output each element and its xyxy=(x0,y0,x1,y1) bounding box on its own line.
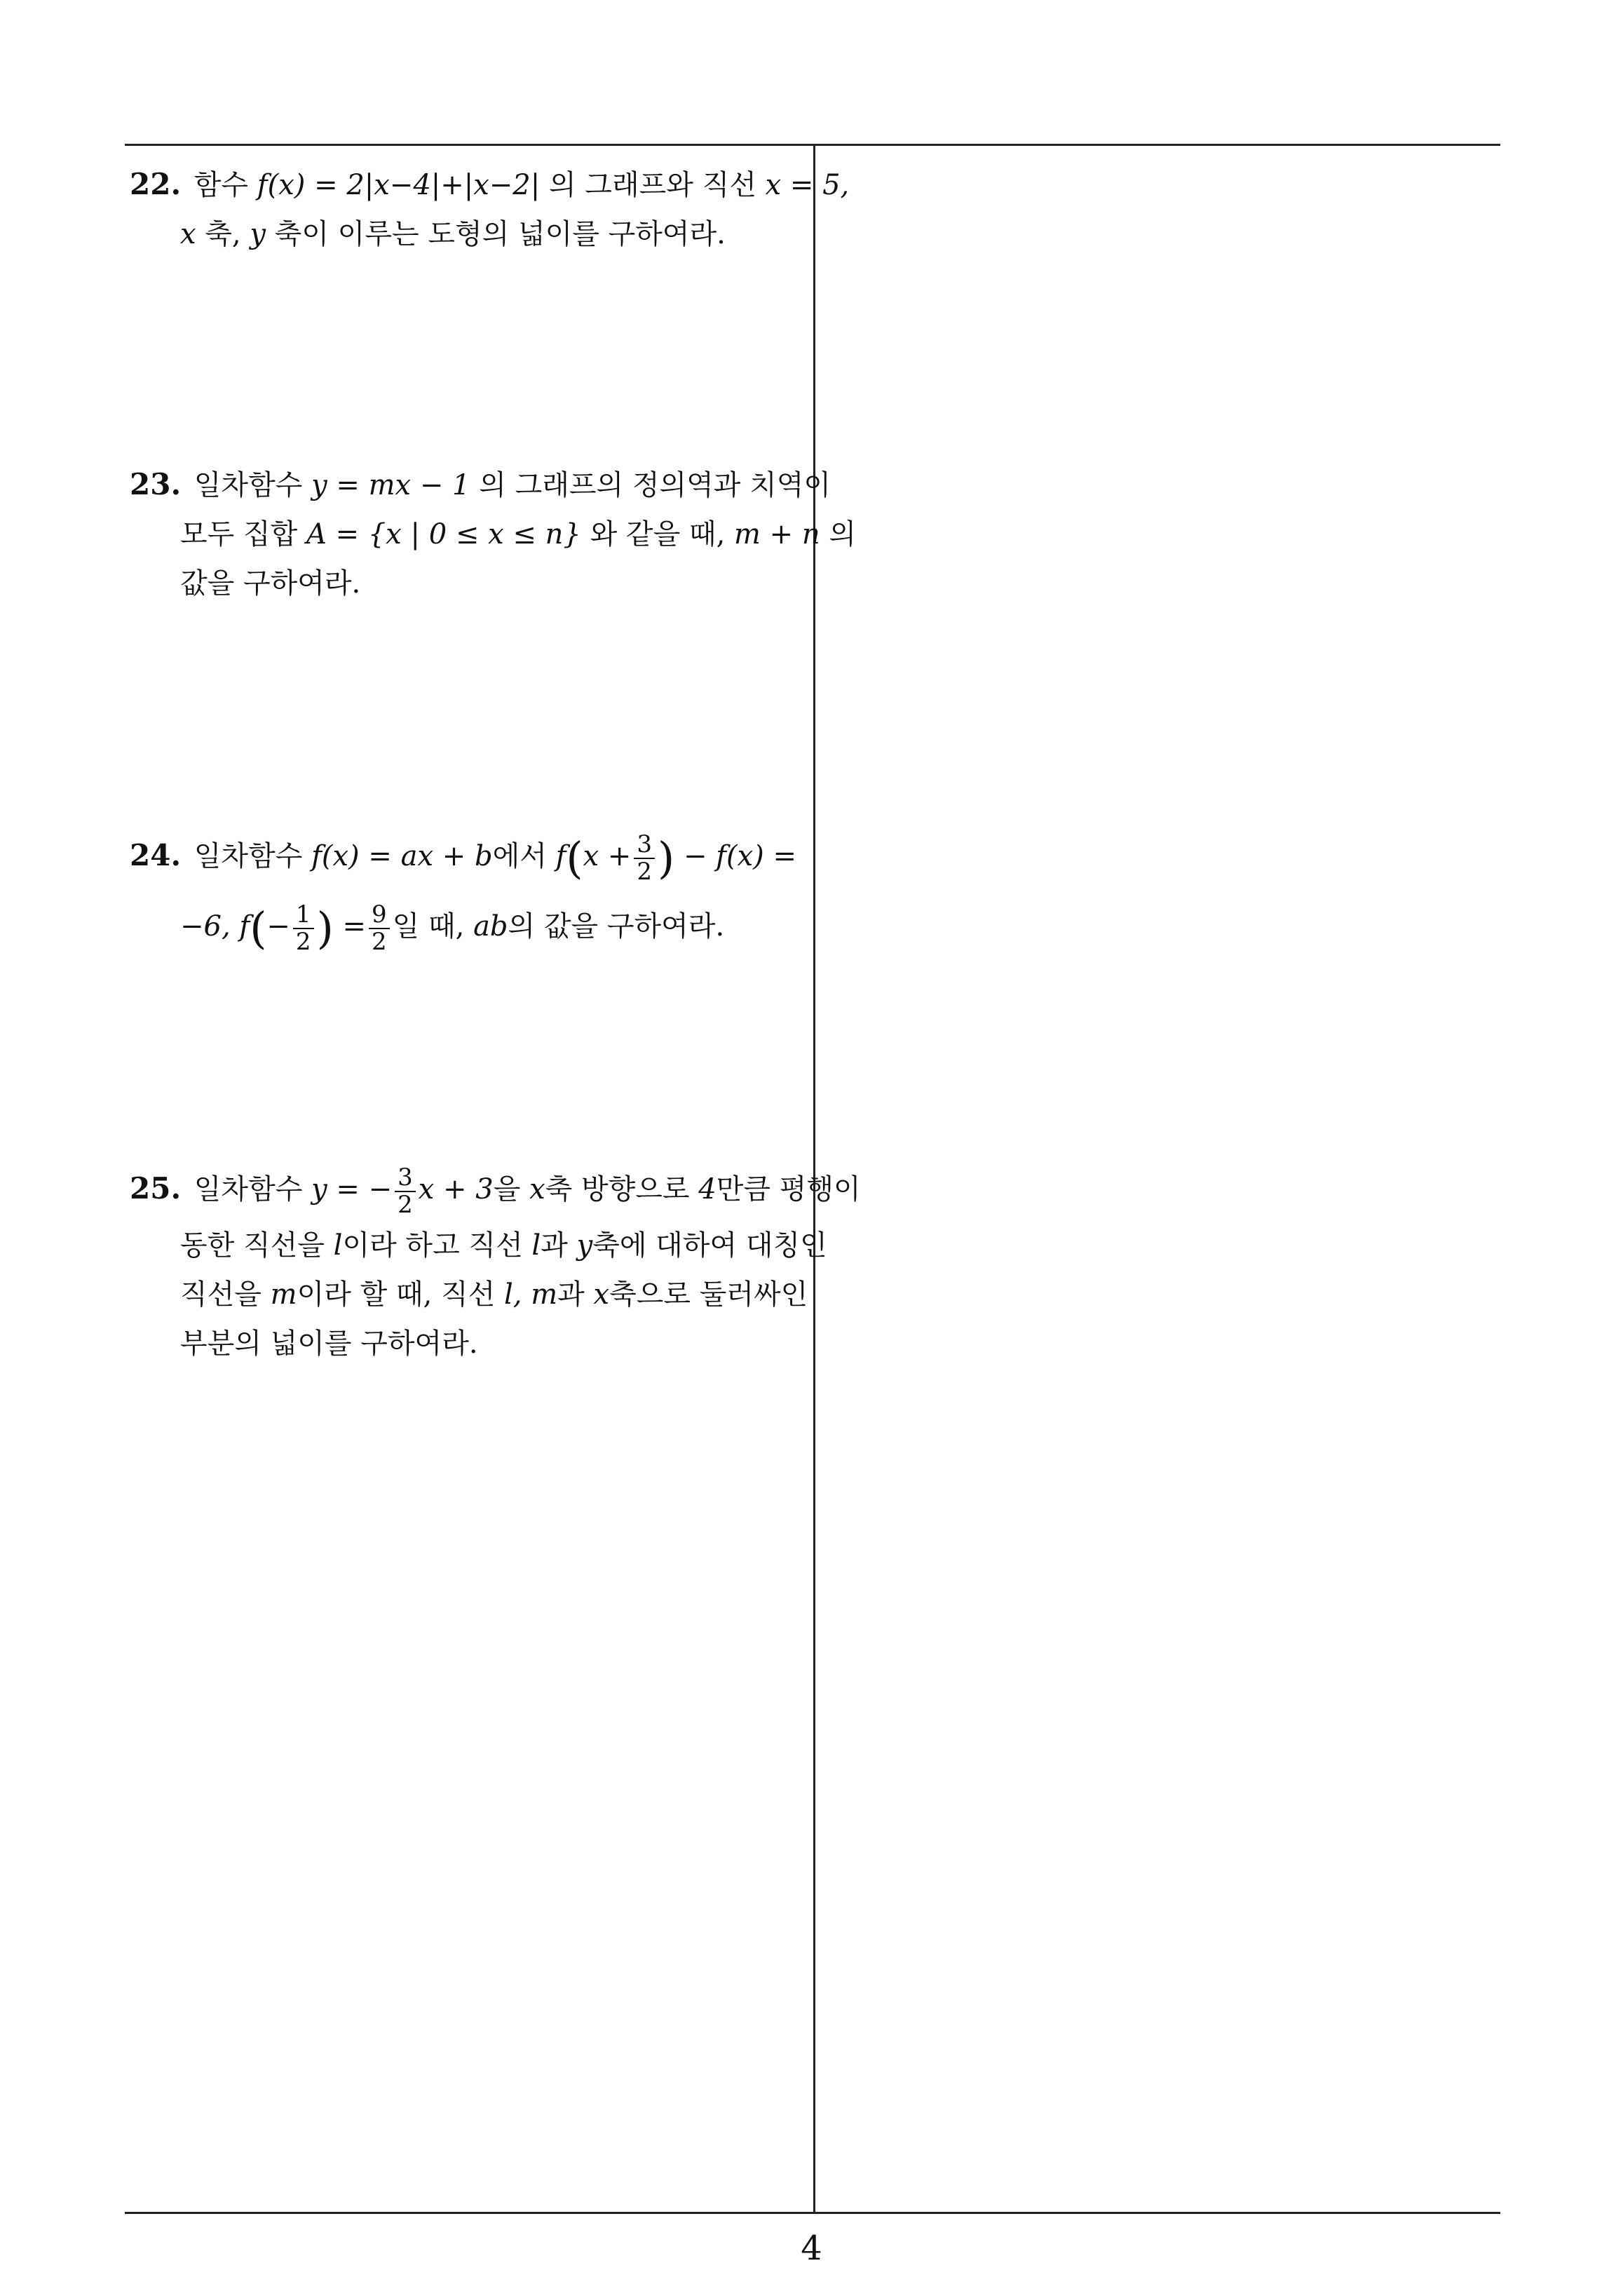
problem-25-line-1 xyxy=(130,1157,861,1221)
formula: f xyxy=(555,840,566,872)
formula: y = mx − 1 xyxy=(311,469,470,501)
right-paren: ) xyxy=(316,903,334,954)
problem-25-line-3 xyxy=(130,1270,808,1319)
denominator: 2 xyxy=(395,1191,416,1218)
text: 축, xyxy=(196,218,250,250)
formula: x + 3 xyxy=(418,1173,494,1206)
text: 일차함수 xyxy=(193,469,312,501)
formula: m xyxy=(270,1278,297,1311)
text: 와 같을 때, xyxy=(580,518,734,551)
text: 의 값을 구하여라. xyxy=(508,910,725,943)
formula: − f(x) = xyxy=(683,840,796,872)
text: 축에 대하여 대칭인 xyxy=(592,1229,827,1262)
text: 축으로 둘러싸인 xyxy=(609,1278,808,1311)
text: 직선을 xyxy=(180,1278,271,1311)
fraction xyxy=(369,902,390,956)
text: 축 방향으로 xyxy=(545,1173,699,1206)
text: 과 xyxy=(557,1278,594,1311)
problem-23-line-3 xyxy=(130,559,803,608)
text: 만큼 평행이 xyxy=(716,1173,861,1206)
text: 일 때, xyxy=(392,910,474,943)
formula: x + xyxy=(583,840,632,872)
right-paren: ) xyxy=(658,832,675,884)
problem-number: 25. xyxy=(130,1171,182,1206)
problem-22-line-1 xyxy=(130,160,850,210)
text: 모두 집합 xyxy=(180,518,306,551)
text: 동한 직선을 xyxy=(180,1229,334,1262)
formula: m + n xyxy=(734,518,820,551)
text: 이라 하고 직선 xyxy=(342,1229,532,1262)
formula: y = − xyxy=(311,1173,393,1206)
numerator: 9 xyxy=(372,900,387,928)
left-paren: ( xyxy=(566,832,583,884)
formula: A = {x | 0 ≤ x ≤ n} xyxy=(306,518,581,551)
page-number: 4 xyxy=(801,2229,822,2268)
numerator: 1 xyxy=(295,900,311,928)
problem-24-line-2 xyxy=(130,891,803,961)
top-rule xyxy=(125,144,1500,146)
formula: l xyxy=(333,1229,343,1262)
problem-25 xyxy=(130,1157,861,1368)
formula: l xyxy=(531,1229,541,1262)
text: 이라 할 때, 직선 xyxy=(297,1278,504,1311)
text: 값을 구하여라. xyxy=(180,567,361,600)
formula: y xyxy=(576,1229,593,1262)
numerator: 3 xyxy=(398,1163,413,1191)
text: 일차함수 xyxy=(193,1173,312,1206)
text: 의 xyxy=(820,518,856,551)
problem-25-line-2 xyxy=(130,1221,827,1270)
fraction xyxy=(634,832,655,886)
formula: = xyxy=(342,910,366,943)
text: 에서 xyxy=(492,840,556,872)
numerator: 3 xyxy=(637,830,653,858)
formula: x xyxy=(180,218,196,250)
text: 의 그래프와 직선 xyxy=(540,169,766,201)
formula: −6, f xyxy=(180,910,250,943)
text: 축이 이루는 도형의 넓이를 구하여라. xyxy=(265,218,726,250)
formula: l, m xyxy=(504,1278,558,1311)
formula: y xyxy=(250,218,266,250)
formula: − xyxy=(266,910,290,943)
text: 과 xyxy=(541,1229,577,1262)
denominator: 2 xyxy=(634,858,655,885)
problem-22-line-2 xyxy=(130,210,803,259)
problem-23 xyxy=(130,460,856,608)
formula: ab xyxy=(473,910,508,943)
text: 함수 xyxy=(193,169,257,201)
problem-24-line-1 xyxy=(130,821,803,891)
problem-25-line-4 xyxy=(130,1319,803,1368)
problem-number: 22. xyxy=(130,167,182,201)
bottom-rule xyxy=(125,2212,1500,2214)
formula: x xyxy=(593,1278,610,1311)
fraction xyxy=(293,902,314,956)
problem-23-line-1 xyxy=(130,460,831,510)
text: 을 xyxy=(493,1173,530,1206)
problem-24 xyxy=(130,821,803,961)
text: 부분의 넓이를 구하여라. xyxy=(180,1328,478,1360)
text: 일차함수 xyxy=(193,840,312,872)
text: 의 그래프의 정의역과 치역이 xyxy=(470,469,831,501)
problem-23-line-2 xyxy=(130,510,856,559)
formula: x = 5, xyxy=(765,169,850,201)
formula: 4 xyxy=(698,1173,717,1206)
denominator: 2 xyxy=(369,928,390,955)
formula: f(x) = ax + b xyxy=(311,840,493,872)
fraction xyxy=(395,1165,416,1219)
denominator: 2 xyxy=(293,928,314,955)
problem-22 xyxy=(130,160,850,259)
problem-number: 24. xyxy=(130,838,182,872)
problem-number: 23. xyxy=(130,467,182,501)
formula: f(x) = 2|x−4|+|x−2| xyxy=(257,169,541,201)
formula: x xyxy=(529,1173,545,1206)
left-paren: ( xyxy=(250,903,267,954)
